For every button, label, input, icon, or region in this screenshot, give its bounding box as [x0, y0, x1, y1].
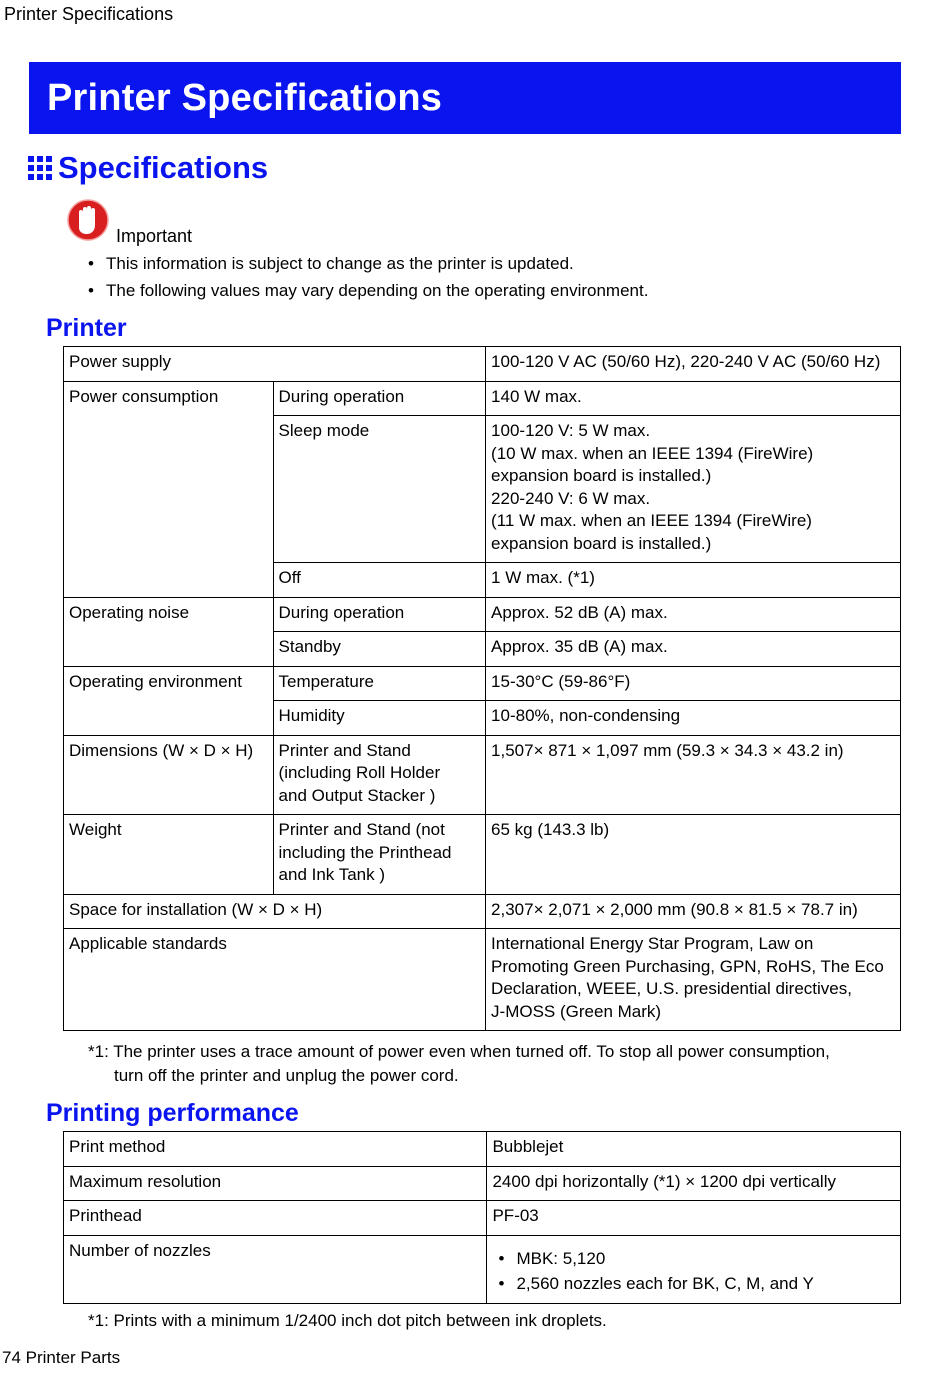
printer-heading: Printer — [46, 314, 127, 342]
table-cell: 100-120 V AC (50/60 Hz), 220-240 V AC (50/60 Hz) — [486, 347, 901, 382]
table-row — [64, 815, 901, 895]
table-cell: 15-30°C (59-86°F) — [486, 666, 901, 701]
table-cell: Approx. 35 dB (A) max. — [486, 632, 901, 667]
table-row — [64, 381, 901, 416]
table-cell: Temperature — [273, 666, 486, 701]
title-banner — [29, 62, 901, 134]
table-row — [64, 1201, 901, 1236]
table-cell: Operating environment — [64, 666, 274, 735]
table-row — [64, 894, 901, 929]
table-cell: Applicable standards — [64, 929, 486, 1031]
stop-hand-icon — [66, 198, 110, 242]
table-cell — [487, 1235, 901, 1303]
table-cell: Weight — [64, 815, 274, 895]
table-cell: 2,307× 2,071 × 2,000 mm (90.8 × 81.5 × 78.7 in) — [486, 894, 901, 929]
important-label: Important — [116, 226, 193, 246]
table-cell: Off — [273, 563, 486, 598]
table-cell: Dimensions (W × D × H) — [64, 735, 274, 815]
list-item: • MBK: 5,120 — [492, 1246, 895, 1271]
table-cell: During operation — [273, 381, 486, 416]
table-cell: Standby — [273, 632, 486, 667]
section-heading — [28, 150, 268, 186]
table-cell: 1 W max. (*1) — [486, 563, 901, 598]
table-cell: During operation — [273, 597, 486, 632]
table-cell: Humidity — [273, 701, 486, 736]
table-cell: Power supply — [64, 347, 486, 382]
nozzle-list — [492, 1246, 895, 1296]
table-row — [64, 597, 901, 632]
table-cell: Bubblejet — [487, 1132, 901, 1167]
table-cell: International Energy Star Program, Law on Promoting Green Purchasing, GPN, RoHS, The Eco Declaration, WEEE, U.S. presidential directives, J-MOSS (Green Mark) — [486, 929, 901, 1031]
performance-footnote: *1: Prints with a minimum 1/2400 inch dot pitch between ink droplets. — [88, 1311, 607, 1330]
table-row — [64, 666, 901, 701]
table-cell: PF-03 — [487, 1201, 901, 1236]
page-title: Printer Specifications — [47, 76, 443, 119]
table-cell: Printer and Stand (including Roll Holder and Output Stacker ) — [273, 735, 486, 815]
table-cell: 10-80%, non-condensing — [486, 701, 901, 736]
grid-icon — [28, 156, 52, 180]
list-item: • 2,560 nozzles each for BK, C, M, and Y — [492, 1271, 895, 1296]
printing-performance-heading: Printing performance — [46, 1099, 299, 1127]
table-cell: Operating noise — [64, 597, 274, 666]
table-cell: Maximum resolution — [64, 1166, 487, 1201]
table-cell: Printhead — [64, 1201, 487, 1236]
table-row — [64, 347, 901, 382]
running-head: Printer Specifications — [4, 4, 174, 24]
table-cell: 100-120 V: 5 W max. (10 W max. when an IEEE 1394 (FireWire) expansion board is installed.) 220-240 V: 6 W max. (11 W max. when an IEEE 1394 (FireWire) expansion board is installed.) — [486, 416, 901, 563]
table-cell: Sleep mode — [273, 416, 486, 563]
table-cell: Number of nozzles — [64, 1235, 487, 1303]
table-row — [64, 1166, 901, 1201]
table-cell: 2400 dpi horizontally (*1) × 1200 dpi vertically — [487, 1166, 901, 1201]
performance-spec-table — [63, 1131, 901, 1304]
table-cell: Space for installation (W × D × H) — [64, 894, 486, 929]
table-row — [64, 1132, 901, 1167]
printer-spec-table — [63, 346, 901, 1031]
table-row — [64, 1235, 901, 1303]
table-cell: 1,507× 871 × 1,097 mm (59.3 × 34.3 × 43.2 in) — [486, 735, 901, 815]
table-cell: Print method — [64, 1132, 487, 1167]
list-item: • This information is subject to change as the printer is updated. — [88, 253, 648, 280]
important-list — [88, 253, 648, 307]
table-cell: 140 W max. — [486, 381, 901, 416]
table-row — [64, 929, 901, 1031]
table-cell: Approx. 52 dB (A) max. — [486, 597, 901, 632]
table-row — [64, 735, 901, 815]
table-cell: Printer and Stand (not including the Printhead and Ink Tank ) — [273, 815, 486, 895]
printer-footnote: *1: The printer uses a trace amount of power even when turned off. To stop all power consumption, turn off the printer and unplug the power cord. — [88, 1042, 830, 1085]
page-footer: 74 Printer Parts — [2, 1348, 121, 1367]
table-cell: Power consumption — [64, 381, 274, 597]
table-cell: 65 kg (143.3 lb) — [486, 815, 901, 895]
list-item: • The following values may vary depending on the operating environment. — [88, 280, 648, 307]
section-title: Specifications — [58, 150, 269, 185]
